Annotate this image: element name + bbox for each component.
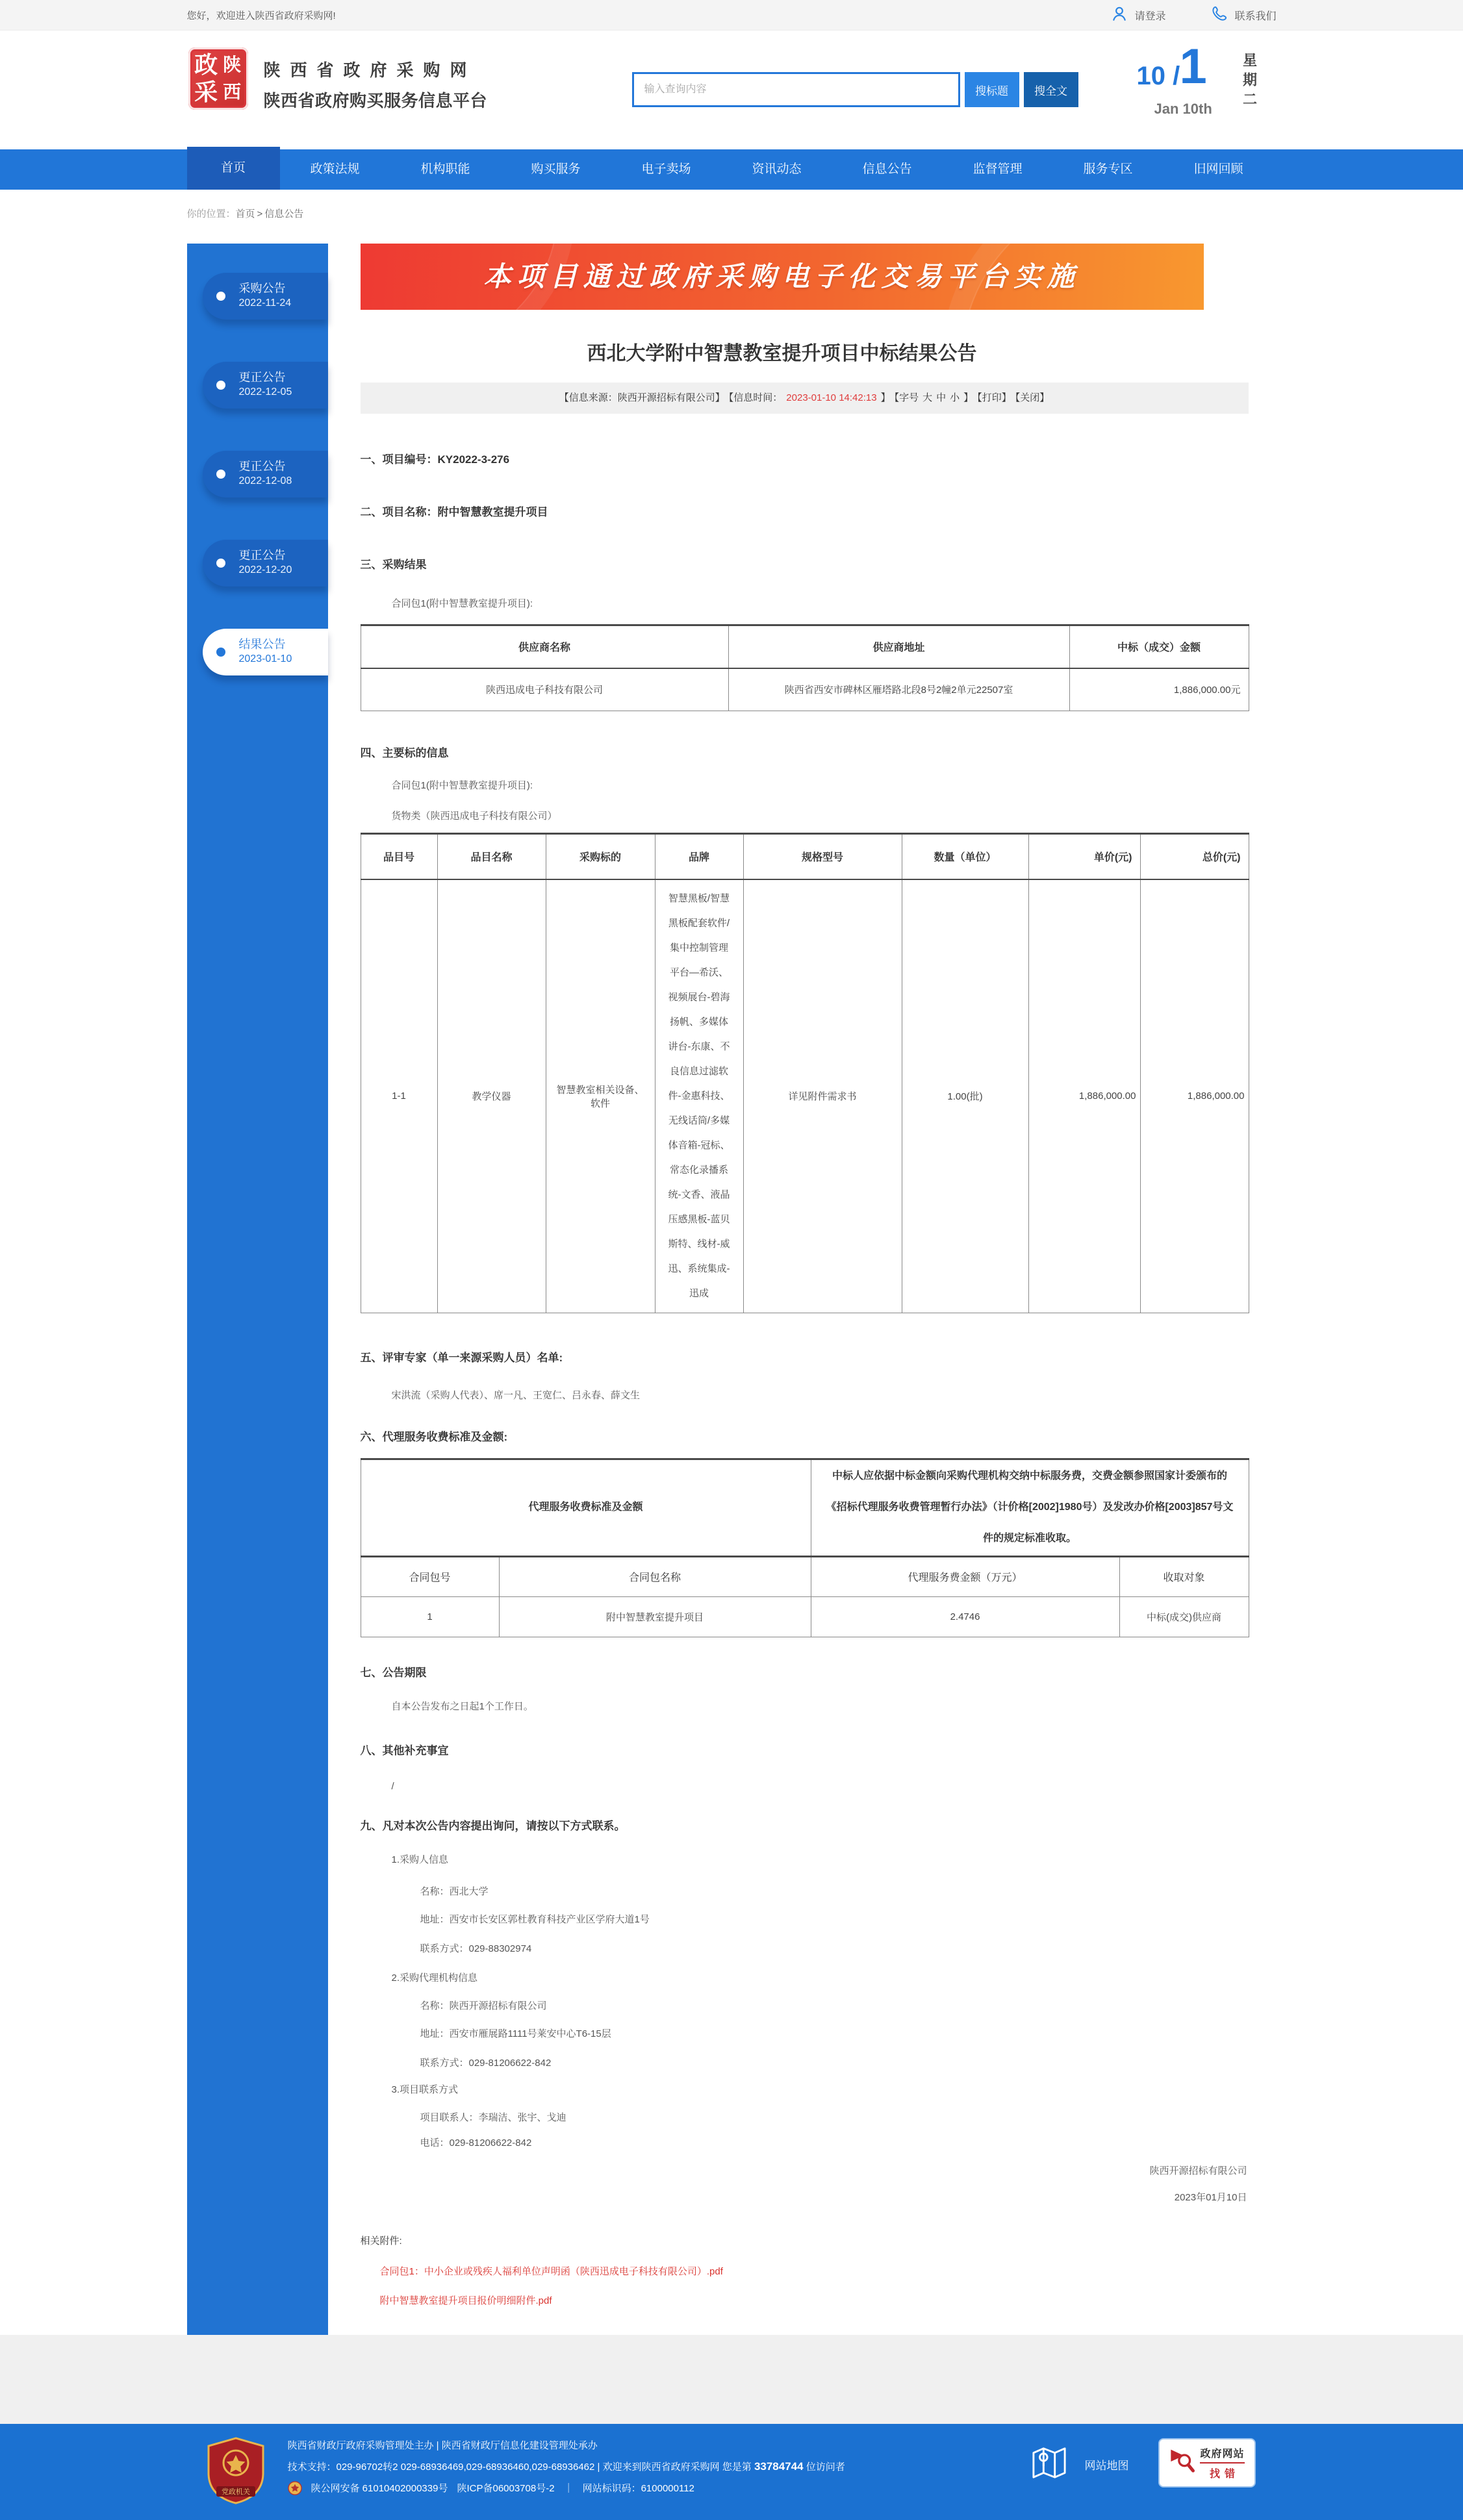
- footer: [0, 2424, 1463, 2520]
- column-header: 合同包号: [361, 1556, 499, 1596]
- nav-item-emall[interactable]: 电子卖场: [641, 162, 691, 176]
- project-contacts: 项目联系人：李瑞洁、张宇、戈迪: [420, 2111, 566, 2123]
- contact-link[interactable]: [1211, 5, 1276, 25]
- meta-time-value: 2023-01-10 14:42:13: [786, 392, 877, 403]
- table-row: [361, 1596, 1249, 1637]
- section-2-heading: 二、项目名称：附中智慧教室提升项目: [360, 506, 548, 518]
- signature-date: 2023年01月10日: [1174, 2191, 1247, 2203]
- nav-item-functions[interactable]: 机构职能: [420, 162, 470, 176]
- platform-banner: [361, 244, 1204, 310]
- nav-item-announcements[interactable]: 信息公告: [862, 162, 912, 176]
- column-header: 合同包名称: [499, 1556, 811, 1596]
- purchaser-info-title: 1.采购人信息: [391, 1854, 449, 1865]
- main-layout: [187, 244, 1277, 2335]
- package-note: 合同包1(附中智慧教室提升项目):: [391, 780, 533, 791]
- banner-text: 本项目通过政府采购电子化交易平台实施: [483, 261, 1080, 292]
- category-note: 货物类（陕西迅成电子科技有限公司）: [391, 811, 557, 822]
- sidebar-item-date: 2022-11-24: [238, 297, 292, 309]
- welcome-text: 您好，欢迎进入陕西省政府采购网!: [186, 10, 336, 21]
- logo-char: 西: [223, 82, 242, 102]
- footer-separator: ｜: [563, 2483, 574, 2494]
- item-target-cell: 智慧教室相关设备、软件: [546, 879, 655, 1313]
- header: [0, 31, 1463, 149]
- timeline-dot-icon: [216, 470, 225, 479]
- item-brand-cell: 智慧黑板/智慧黑板配套软件/集中控制管理平台—希沃、视频展台-碧海扬帆、多媒体讲台-东康、不良信息过滤软件-金惠科技、无线话筒/多媒体音箱-冠标、常态化录播系统-文香、液晶压感黑板-蓝贝斯特、线材-威迅、系统集成-迅成: [655, 879, 743, 1313]
- breadcrumb-separator: >: [257, 208, 263, 220]
- section-1-heading: 一、项目编号：KY2022-3-276: [360, 453, 510, 466]
- font-size-small-button[interactable]: 小: [950, 392, 960, 403]
- main-nav: [0, 149, 1463, 190]
- sidebar-item-result-notice[interactable]: [203, 629, 328, 675]
- svg-text:党政机关: 党政机关: [221, 2488, 250, 2496]
- column-header: 品目名称: [437, 834, 546, 879]
- meta-time-close: 】: [880, 392, 891, 403]
- beian-link[interactable]: 陕公网安备 61010402000339号: [311, 2483, 448, 2494]
- award-amount-cell: 1,886,000.00元: [1069, 668, 1249, 711]
- supplier-name-cell: 陕西迅成电子科技有限公司: [361, 668, 728, 711]
- sidebar-item-label: 采购公告: [238, 282, 286, 295]
- purchaser-address: 地址：西安市长安区郭杜教育科技产业区学府大道1号: [420, 1913, 650, 1925]
- print-button[interactable]: 【打印】: [977, 392, 1011, 403]
- phone-icon: [1211, 5, 1228, 25]
- nav-item-supervision[interactable]: 监督管理: [973, 162, 1023, 176]
- error-report-magnifier-icon: [1169, 2446, 1195, 2480]
- sidebar-item-date: 2022-12-08: [238, 475, 292, 486]
- site-logo[interactable]: [188, 47, 248, 110]
- column-header: 供应商名称: [361, 625, 728, 668]
- visitor-count: 33784744: [754, 2460, 804, 2473]
- fee-payer-cell: 中标(成交)供应商: [1119, 1596, 1249, 1637]
- column-header: 代理服务费金额（万元）: [811, 1556, 1119, 1596]
- site-code: 网站标识码：6100000112: [582, 2483, 694, 2494]
- timeline-dot-icon: [216, 381, 225, 390]
- supplier-address-cell: 陕西省西安市碑林区雁塔路北段8号2幢2单元22507室: [728, 668, 1069, 711]
- breadcrumb-prefix: 你的位置：: [186, 208, 236, 220]
- sidebar-item-date: 2022-12-05: [238, 386, 292, 397]
- section-9-heading: 九、凡对本次公告内容提出询问，请按以下方式联系。: [360, 1819, 626, 1832]
- timeline-dot-icon: [216, 292, 225, 301]
- search-input[interactable]: [632, 72, 960, 107]
- purchaser-name: 名称：西北大学: [420, 1885, 489, 1897]
- user-icon: [1111, 5, 1128, 25]
- page-title: 西北大学附中智慧教室提升项目中标结果公告: [587, 343, 977, 364]
- column-header: 中标（成交）金额: [1069, 625, 1249, 668]
- agency-contact: 联系方式：029-81206622-842: [420, 2057, 552, 2069]
- table-row: [361, 668, 1249, 711]
- breadcrumb-current-link[interactable]: 信息公告: [264, 208, 304, 220]
- column-header: 单价(元): [1028, 834, 1140, 879]
- announcement-timeline-sidebar: [187, 244, 328, 2335]
- sidebar-item-label: 更正公告: [238, 371, 286, 384]
- government-emblem-icon: [205, 2437, 267, 2508]
- meta-time-label: 【信息时间：: [728, 392, 783, 403]
- login-label: 请登录: [1134, 10, 1166, 22]
- nav-item-old-site[interactable]: 旧网回顾: [1193, 162, 1243, 176]
- meta-fontsize-label: 【字号: [894, 392, 919, 403]
- attachment-link-2[interactable]: 附中智慧教室提升项目报价明细附件.pdf: [379, 2295, 552, 2306]
- timeline-dot-icon: [216, 648, 225, 657]
- pre-footer-spacer: [0, 2335, 1463, 2424]
- fee-standard-description-cell: 中标人应依据中标金额向采购代理机构交纳中标服务费，交费金额参照国家计委颁布的《招标代理服务收费管理暂行办法》（计价格[2002]1980号）及发改办价格[2003]857号文件的规定标准收取。: [811, 1459, 1249, 1556]
- public-security-badge-icon: [288, 2481, 302, 2498]
- search-title-button[interactable]: 搜标题: [965, 72, 1019, 107]
- agency-info-title: 2.采购代理机构信息: [391, 1972, 478, 1984]
- sidebar-item-label: 更正公告: [238, 549, 286, 562]
- column-header: 收取对象: [1119, 1556, 1249, 1596]
- timeline-dot-icon: [216, 559, 225, 568]
- attachments-label: 相关附件:: [360, 2235, 402, 2247]
- column-header: 规格型号: [743, 834, 902, 879]
- date-big-number: 1: [1179, 39, 1207, 94]
- purchaser-contact: 联系方式：029-88302974: [420, 1943, 532, 1954]
- sidebar-item-label: 结果公告: [238, 638, 286, 651]
- nav-item-news[interactable]: 资讯动态: [752, 162, 802, 176]
- section-8-heading: 八、其他补充事宜: [360, 1744, 449, 1757]
- item-name-cell: 教学仪器: [437, 879, 546, 1313]
- meta-source: 【信息来源：陕西开源招标有限公司】: [559, 392, 725, 403]
- column-header: 品目号: [361, 834, 437, 879]
- search-fulltext-button[interactable]: 搜全文: [1024, 72, 1078, 107]
- login-link[interactable]: [1111, 5, 1165, 25]
- contact-label: 联系我们: [1234, 10, 1277, 22]
- nav-item-purchase-service[interactable]: 购买服务: [531, 162, 581, 176]
- section-3-heading: 三、采购结果: [360, 559, 427, 571]
- badge-line1: 政府网站: [1200, 2445, 1244, 2463]
- site-name: 陕西省政府采购网: [263, 60, 477, 80]
- section-7-heading: 七、公告期限: [360, 1666, 427, 1679]
- sidebar-item-correction-notice-1[interactable]: [203, 362, 328, 409]
- item-unit-price-cell: 1,886,000.00: [1028, 879, 1140, 1313]
- date-english: Jan 10th: [1154, 101, 1212, 117]
- section-5-heading: 五、评审专家（单一来源采购人员）名单:: [360, 1351, 563, 1364]
- table-row: [361, 879, 1249, 1313]
- nav-item-policies[interactable]: 政策法规: [310, 162, 360, 176]
- font-size-large-button[interactable]: 大: [922, 392, 933, 403]
- footer-support-line: 技术支持：029-96702转2 029-68936469,029-68936460,029-68936462 | 欢迎来到陕西省政府采购网 您是第 33784744 位访问者: [287, 2460, 845, 2473]
- sitemap-link[interactable]: [1032, 2446, 1129, 2483]
- item-spec-cell: 详见附件需求书: [743, 879, 902, 1313]
- supplementary-text: /: [391, 1780, 394, 1792]
- article-content: [328, 244, 1277, 2307]
- sidebar-item-procurement-notice[interactable]: [203, 273, 328, 320]
- procurement-result-table: [361, 624, 1249, 711]
- agency-fee-table: [361, 1458, 1249, 1637]
- gov-site-error-report-badge[interactable]: [1158, 2438, 1256, 2488]
- item-no-cell: 1-1: [361, 879, 437, 1313]
- sidebar-item-date: 2022-12-20: [238, 564, 292, 575]
- sidebar-item-correction-notice-2[interactable]: [203, 451, 328, 498]
- font-size-medium-button[interactable]: 中: [936, 392, 947, 403]
- article-meta-bar: [361, 383, 1249, 414]
- package-name-cell: 附中智慧教室提升项目: [499, 1596, 811, 1637]
- sitemap-label: 网站地图: [1084, 2460, 1129, 2472]
- agency-address: 地址：西安市雁展路1111号莱安中心T6-15层: [420, 2028, 611, 2039]
- logo-char: 政: [194, 51, 218, 78]
- logo-char: 陕: [223, 55, 242, 75]
- logo-char: 采: [194, 79, 218, 105]
- breadcrumb-home-link[interactable]: 首页: [235, 208, 255, 220]
- agency-name: 名称：陕西开源招标有限公司: [420, 2000, 547, 2011]
- column-header: 供应商地址: [728, 625, 1069, 668]
- column-header: 采购标的: [546, 834, 655, 879]
- site-subtitle: 陕西省政府购买服务信息平台: [263, 91, 488, 110]
- package-note: 合同包1(附中智慧教室提升项目):: [391, 598, 533, 609]
- footer-organizer-line: 陕西省财政厅政府采购管理处主办 | 陕西省财政厅信息化建设管理处承办: [287, 2440, 598, 2451]
- topbar: [0, 0, 1463, 31]
- column-header: 总价(元): [1140, 834, 1249, 879]
- project-phone: 电话：029-81206622-842: [420, 2137, 532, 2148]
- badge-line2: 找错: [1209, 2469, 1240, 2480]
- fee-standard-label-cell: 代理服务收费标准及金额: [361, 1459, 811, 1556]
- signature-company: 陕西开源招标有限公司: [1149, 2165, 1247, 2176]
- date-weekday: 星期二: [1241, 53, 1258, 111]
- section-6-heading: 六、代理服务收费标准及金额:: [360, 1430, 508, 1443]
- breadcrumb: [187, 207, 1277, 221]
- package-no-cell: 1: [361, 1596, 499, 1637]
- sidebar-item-date: 2023-01-10: [238, 653, 292, 664]
- item-total-price-cell: 1,886,000.00: [1140, 879, 1249, 1313]
- icp-link[interactable]: 陕ICP备06003708号-2: [457, 2483, 555, 2494]
- meta-fontsize-close: 】: [963, 392, 974, 403]
- sidebar-item-label: 更正公告: [238, 460, 286, 473]
- map-icon: [1032, 2446, 1067, 2483]
- footer-registration-line: [288, 2481, 845, 2498]
- column-header: 品牌: [655, 834, 743, 879]
- project-contact-title: 3.项目联系方式: [391, 2084, 459, 2095]
- column-header: 数量（单位）: [902, 834, 1028, 879]
- bid-items-table: [361, 833, 1249, 1313]
- sidebar-item-correction-notice-3[interactable]: [203, 540, 328, 586]
- section-4-heading: 四、主要标的信息: [360, 747, 449, 759]
- notice-period-text: 自本公告发布之日起1个工作日。: [391, 1700, 533, 1712]
- close-button[interactable]: 【关闭】: [1015, 392, 1050, 403]
- item-qty-cell: 1.00(批): [902, 879, 1028, 1313]
- fee-amount-cell: 2.4746: [811, 1596, 1119, 1637]
- nav-item-home[interactable]: 首页: [187, 147, 280, 190]
- expert-names: 宋洪流（采购人代表）、席一凡、王宽仁、吕永春、薛文生: [391, 1389, 641, 1401]
- date-month-day: 10 /: [1136, 62, 1180, 90]
- attachment-link-1[interactable]: 合同包1：中小企业或残疾人福利单位声明函（陕西迅成电子科技有限公司）.pdf: [379, 2265, 723, 2277]
- nav-item-service-zone[interactable]: 服务专区: [1083, 162, 1133, 176]
